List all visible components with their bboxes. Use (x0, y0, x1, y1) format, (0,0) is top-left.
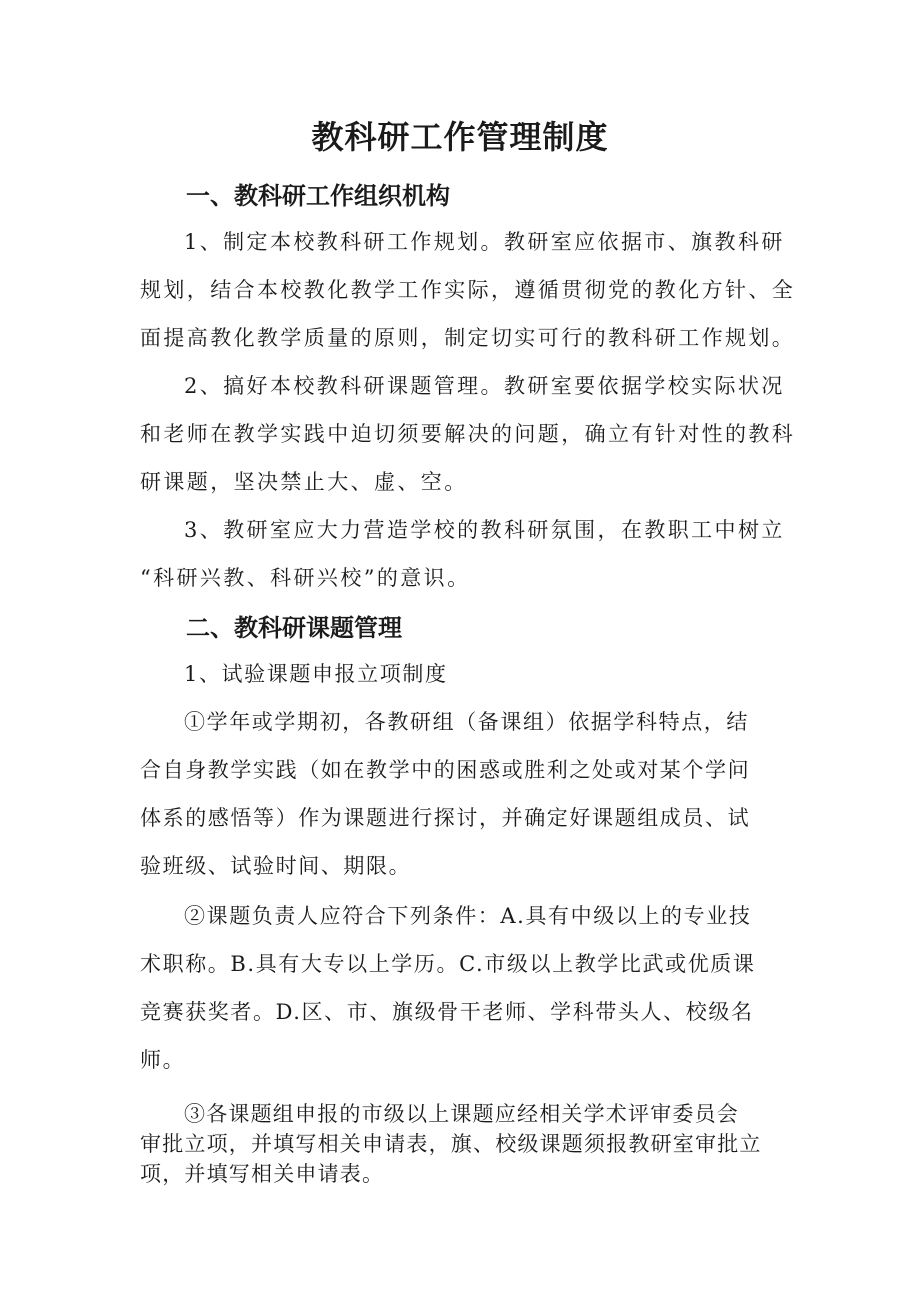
text-line: 3、教研室应大力营造学校的教科研氛围，在教职工中树立 (184, 518, 785, 542)
text-line: 审批立项，并填写相关申请表，旗、校级课题须报教研室审批立 (140, 1132, 762, 1156)
text-line: 1、制定本校教科研工作规划。教研室应依据市、旗教科研 (184, 230, 785, 254)
text-line: 2、搞好本校教科研课题管理。教研室要依据学校实际状况 (184, 374, 785, 398)
document-title: 教科研工作管理制度 (311, 118, 609, 156)
text-line: ③各课题组申报的市级以上课题应经相关学术评审委员会 (184, 1102, 739, 1126)
section-heading-1: 一、教科研工作组织机构 (186, 182, 450, 210)
text-line: 竞赛获奖者。D.区、市、旗级骨干老师、学科带头人、校级名 (140, 1000, 754, 1024)
text-line: “科研兴教、科研兴校”的意识。 (140, 566, 471, 590)
subsection-heading: 1、试验课题申报立项制度 (184, 662, 448, 686)
text-line: 项，并填写相关申请表。 (140, 1162, 385, 1186)
section-heading-2: 二、教科研课题管理 (186, 614, 402, 642)
text-line: 验班级、试验时间、期限。 (140, 854, 412, 878)
text-line: ②课题负责人应符合下列条件：A.具有中级以上的专业技 (184, 904, 752, 928)
text-line: 规划，结合本校教化教学工作实际，遵循贯彻党的教化方针、全 (140, 278, 796, 302)
text-line: 师。 (140, 1048, 186, 1072)
text-line: ①学年或学期初，各教研组（备课组）依据学科特点，结 (184, 710, 749, 734)
text-line: 术职称。B.具有大专以上学历。C.市级以上教学比武或优质课 (140, 952, 756, 976)
text-line: 面提高教化教学质量的原则，制定切实可行的教科研工作规划。 (140, 326, 796, 350)
text-line: 研课题，坚决禁止大、虚、空。 (140, 470, 468, 494)
text-line: 合自身教学实践（如在教学中的困惑或胜利之处或对某个学问 (140, 758, 751, 782)
text-line: 和老师在教学实践中迫切须要解决的问题，确立有针对性的教科 (140, 422, 796, 446)
text-line: 体系的感悟等）作为课题进行探讨，并确定好课题组成员、试 (140, 806, 751, 830)
